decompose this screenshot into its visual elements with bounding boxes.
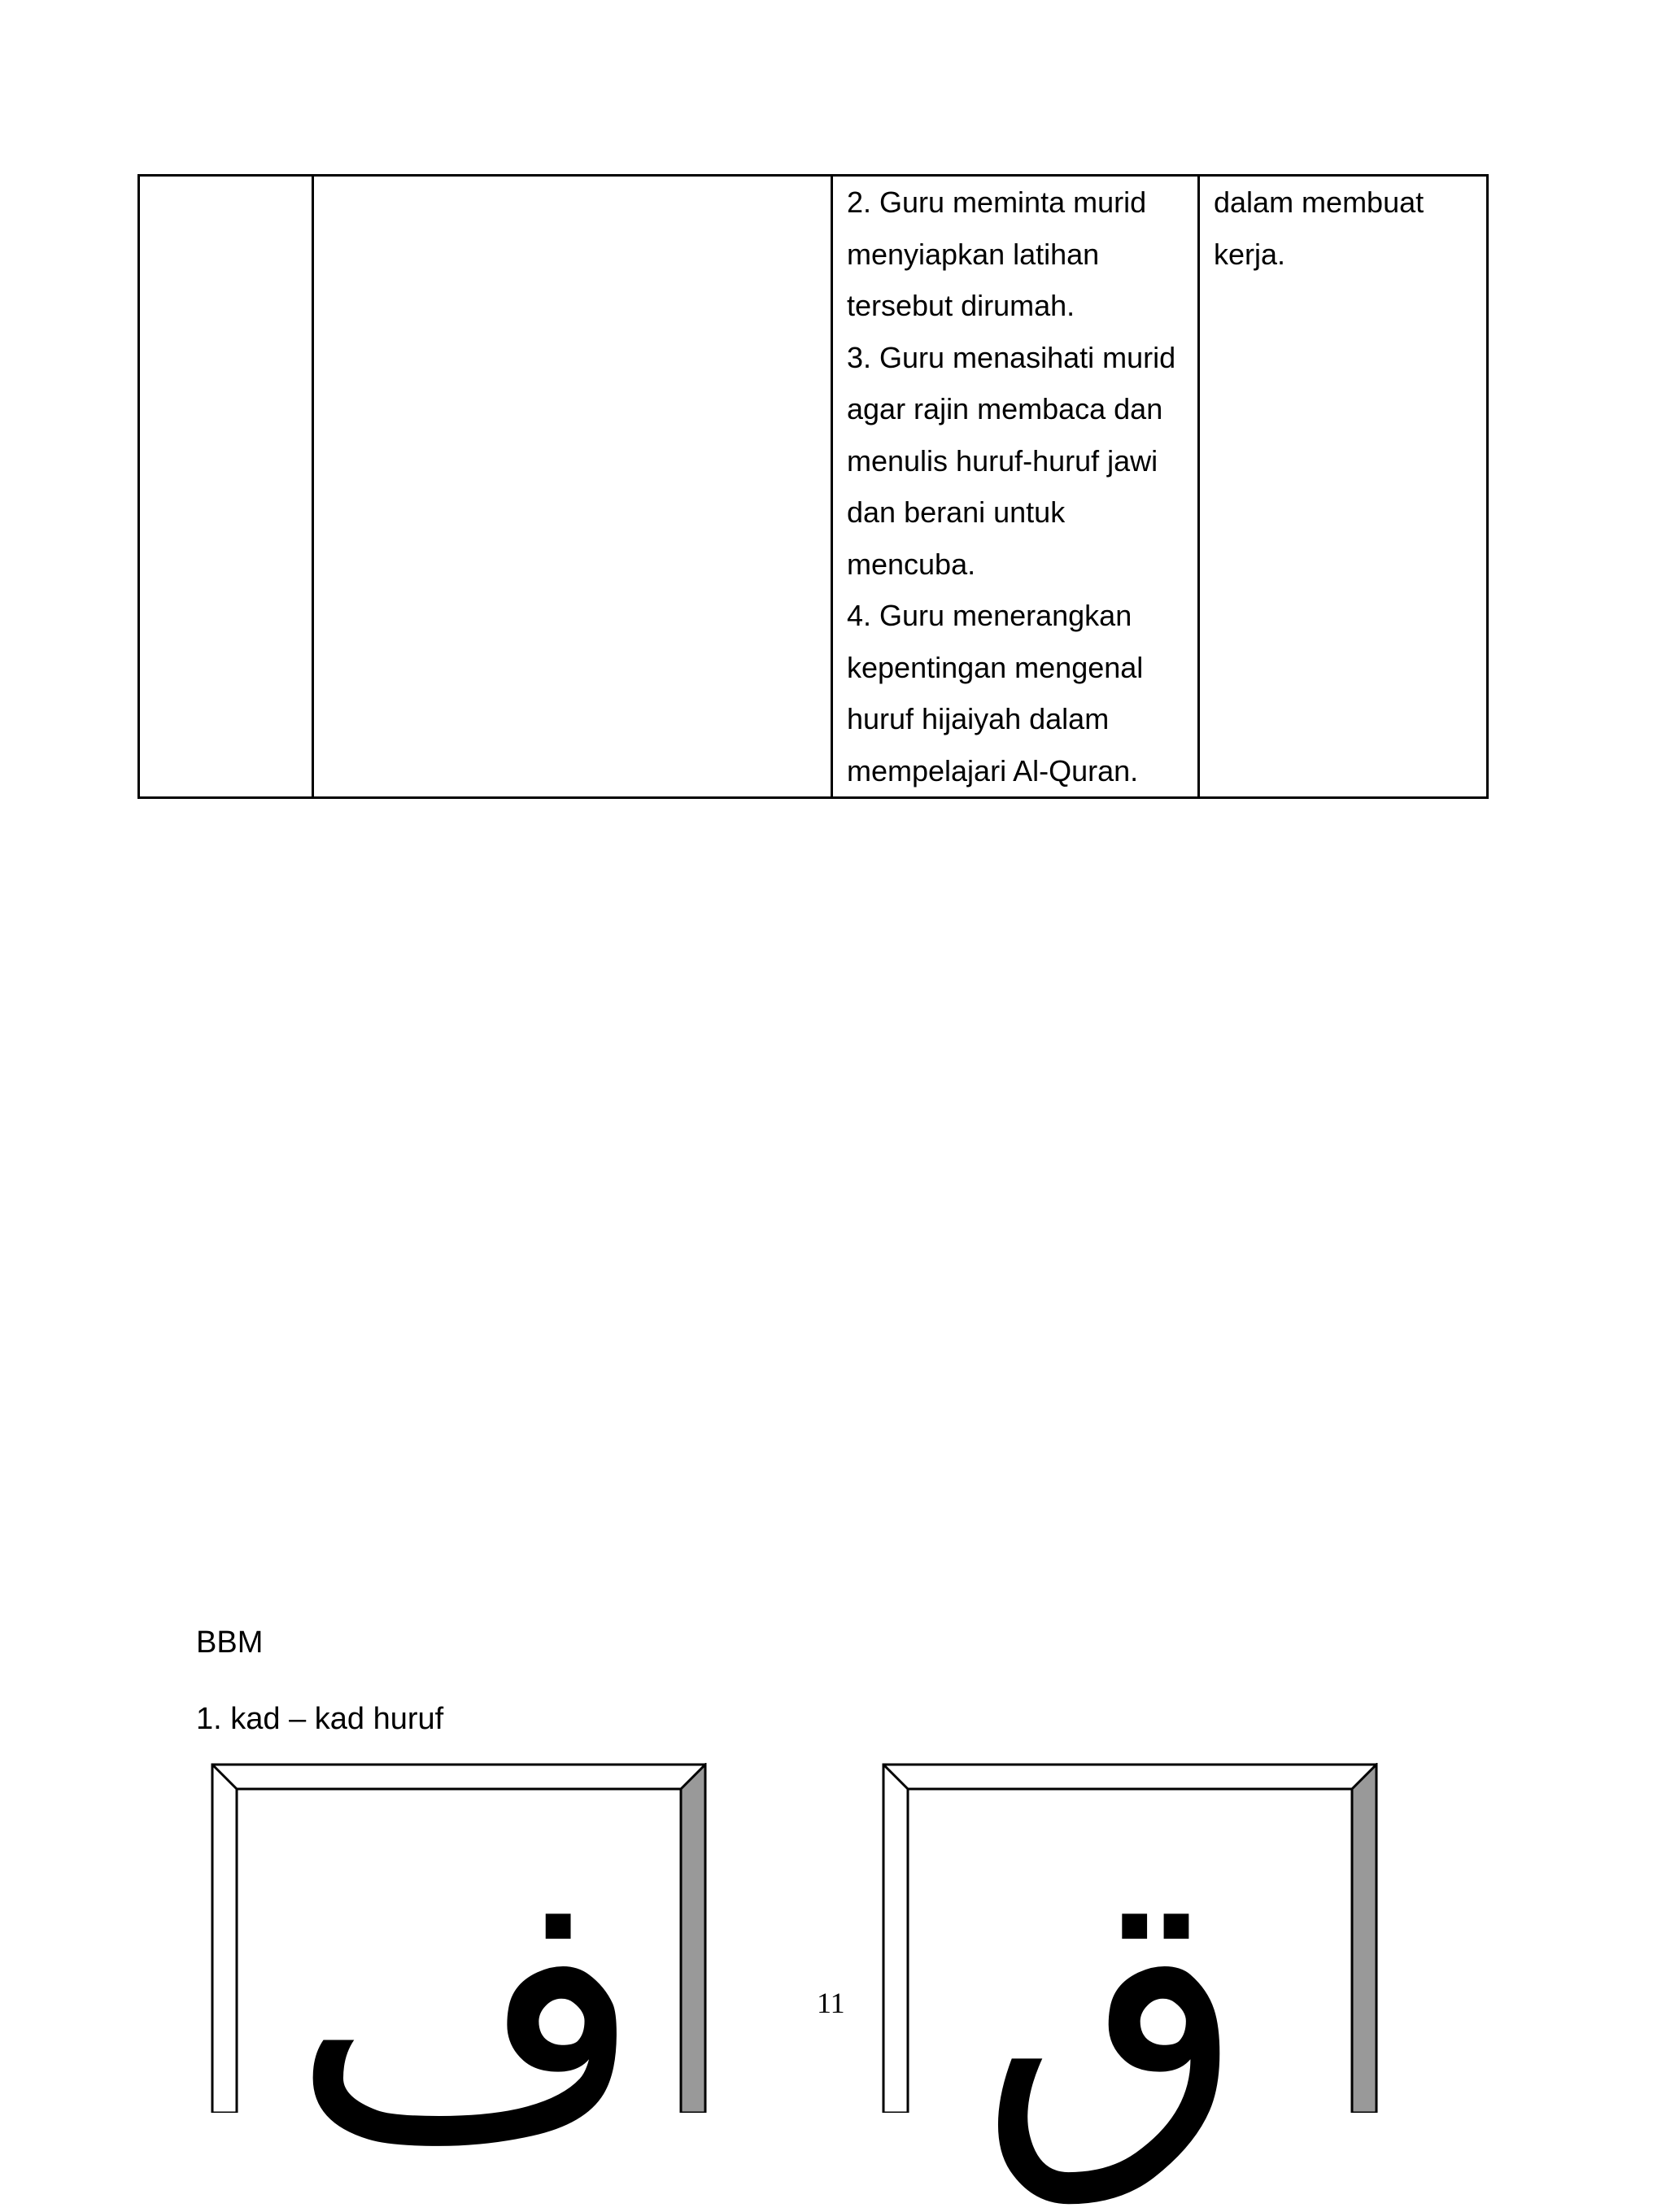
letter-qaf-glyph: ق	[980, 1814, 1245, 2212]
lesson-table	[137, 174, 1489, 799]
activity-line: agar rajin membaca dan	[847, 392, 1163, 425]
activity-line: mempelajari Al-Quran.	[847, 753, 1139, 788]
activity-line: 4. Guru menerangkan	[847, 599, 1132, 632]
note-line: kerja.	[1214, 237, 1286, 271]
activity-line: mencuba.	[847, 547, 976, 581]
activity-line: kepentingan mengenal	[847, 650, 1144, 684]
page-number: 11	[817, 1987, 845, 2019]
activity-line: menyiapkan latihan	[847, 237, 1100, 271]
activity-line: dan berani untuk	[847, 495, 1066, 529]
table-cell-activities	[832, 176, 1199, 798]
table-cell-empty-2	[313, 176, 832, 798]
activity-line: huruf hijaiyah dalam	[847, 702, 1110, 735]
letter-fa-glyph: ف	[291, 1814, 646, 2212]
bbm-item-1: 1. kad – kad huruf	[196, 1702, 444, 1736]
note-line: dalam membuat	[1214, 185, 1424, 219]
table-row	[139, 176, 1488, 798]
activity-line: menulis huruf-huruf jawi	[847, 443, 1158, 478]
table-cell-empty-1	[139, 176, 313, 798]
bbm-heading: BBM	[196, 1625, 264, 1660]
activity-line: tersebut dirumah.	[847, 289, 1075, 322]
activity-line: 2. Guru meminta murid	[847, 185, 1147, 219]
activity-line: 3. Guru menasihati murid	[847, 340, 1176, 374]
table-cell-notes	[1199, 176, 1488, 798]
